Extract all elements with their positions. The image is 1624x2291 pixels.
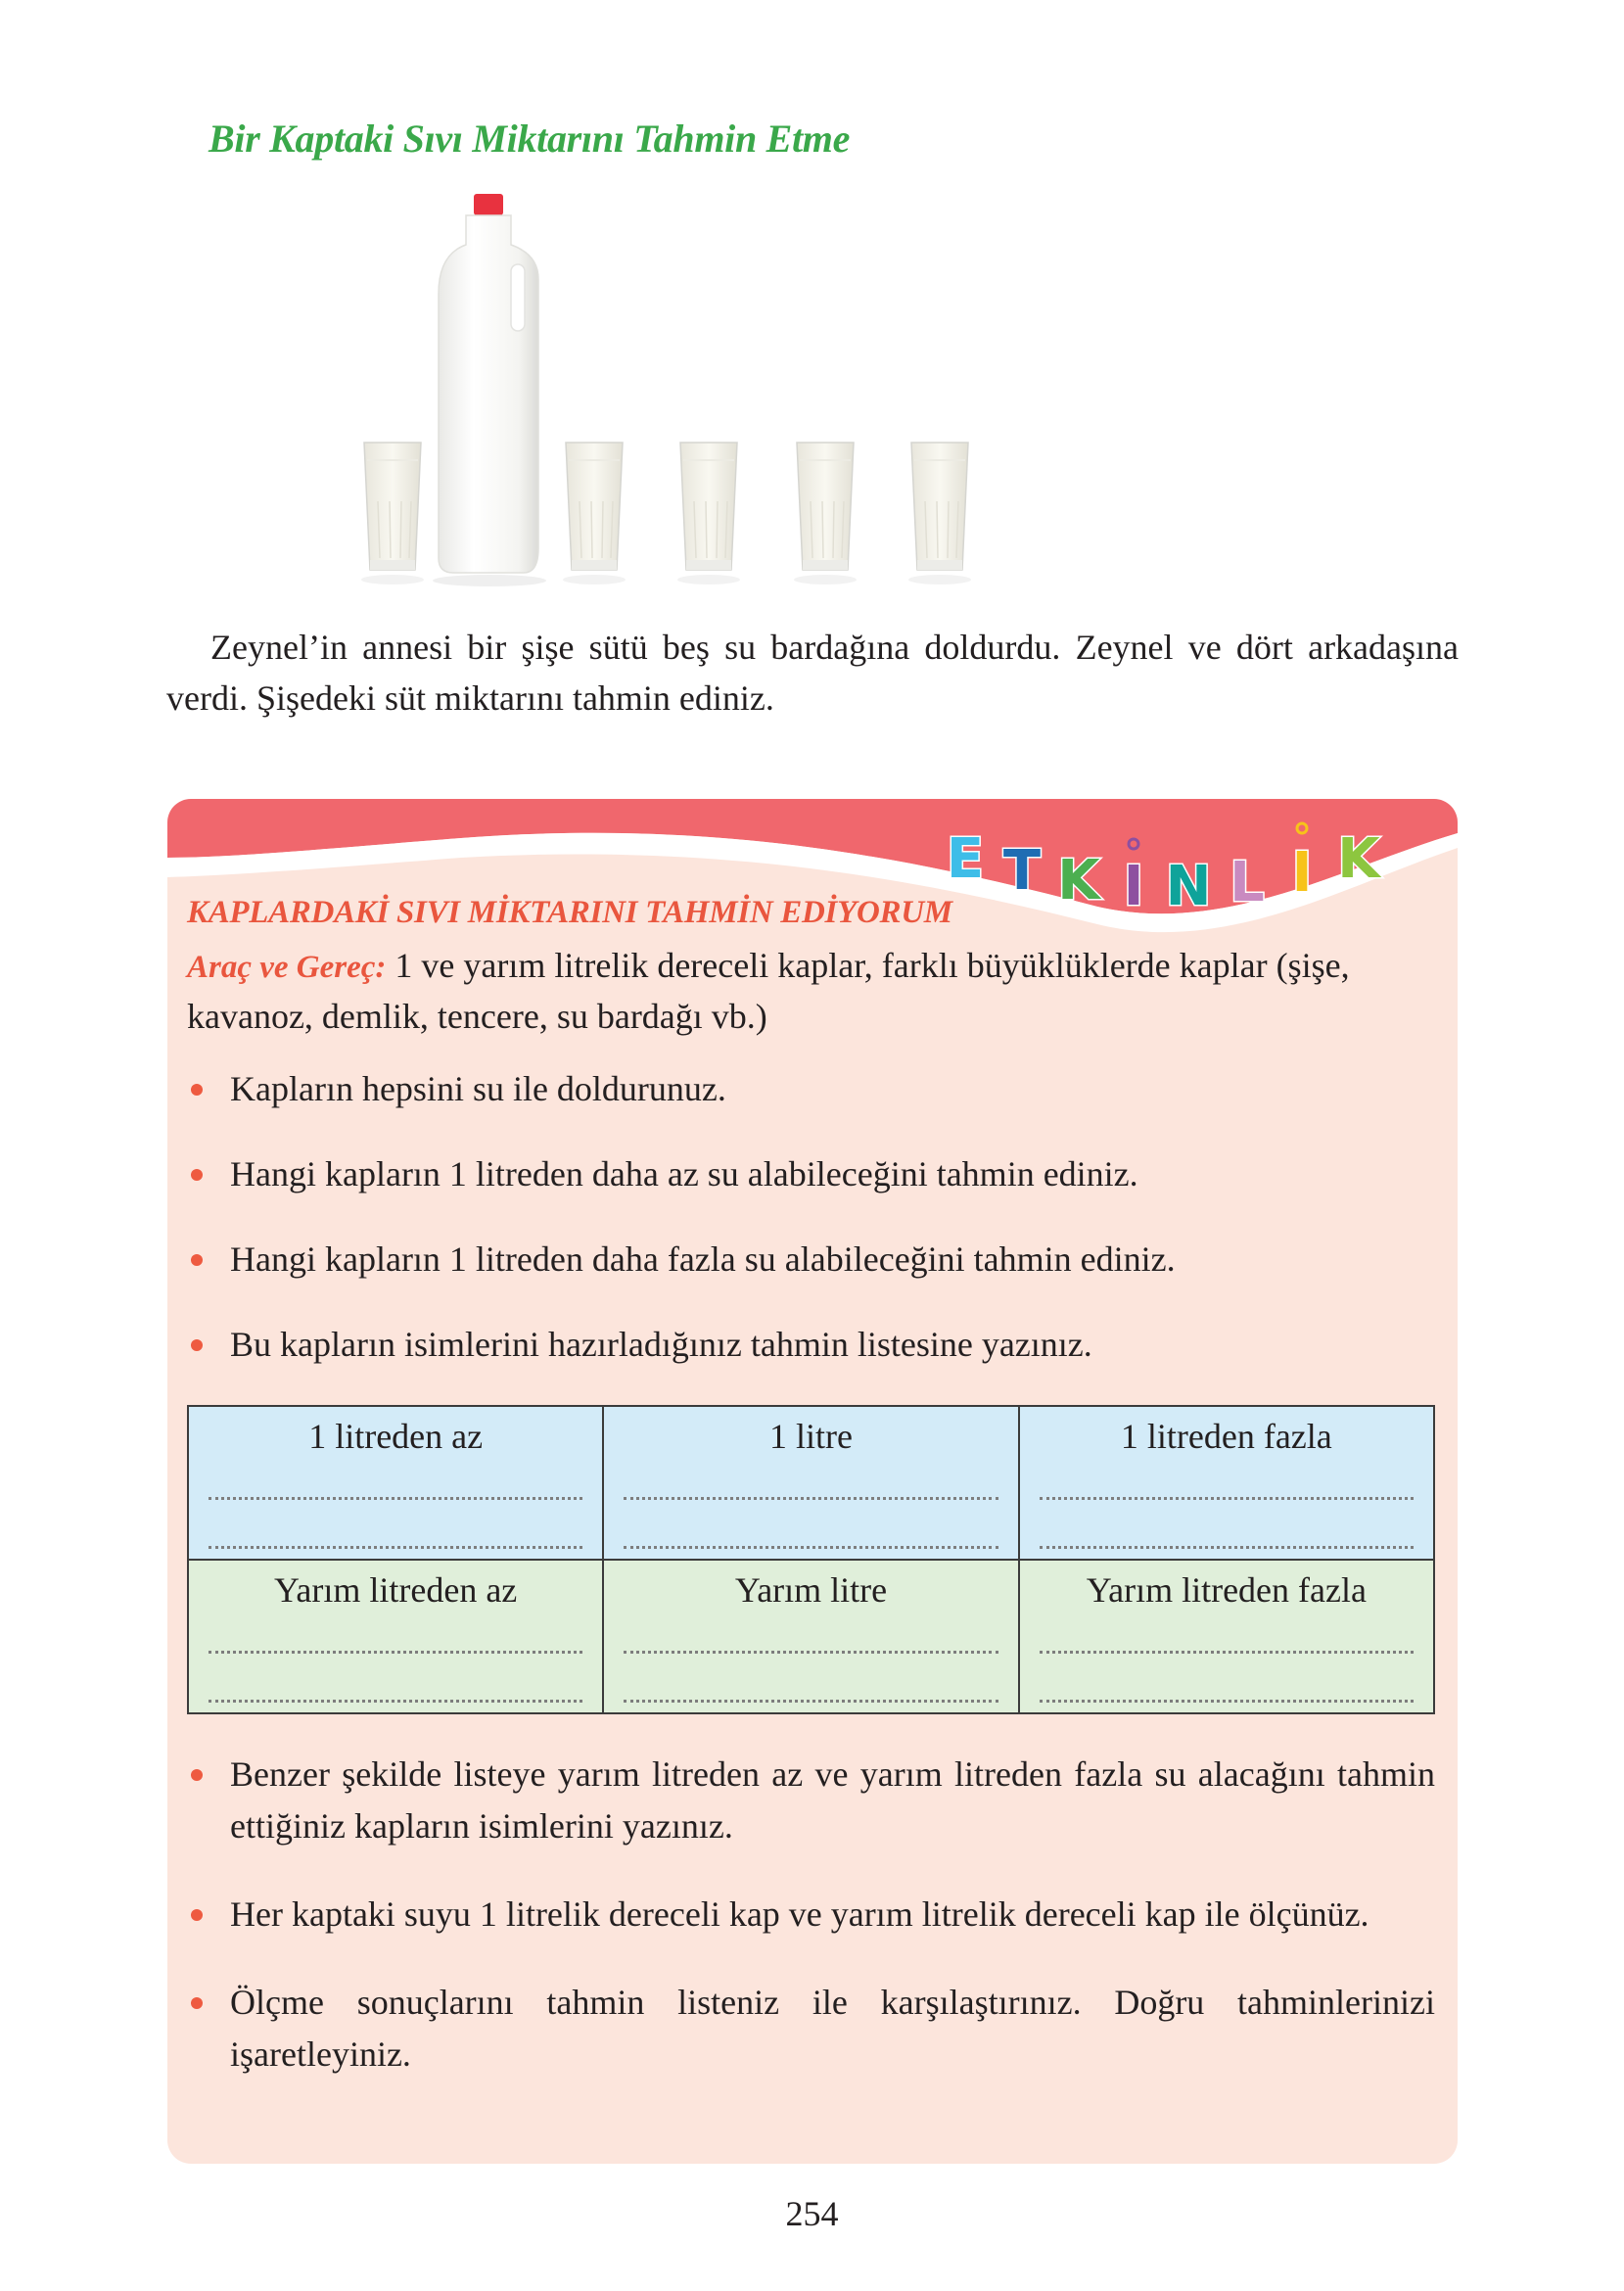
list-item: Hangi kapların 1 litreden daha fazla su alabileceğini tahmin ediniz. — [187, 1234, 1435, 1286]
svg-text:E: E — [946, 827, 985, 891]
estimate-table — [187, 1405, 1435, 1714]
blank-line[interactable] — [624, 1544, 998, 1549]
list-item: Bu kapların isimlerini hazırladığınız tahmin listesine yazınız. — [187, 1319, 1435, 1371]
materials — [187, 941, 1435, 1041]
page-number: 254 — [785, 2194, 839, 2233]
table-row — [188, 1406, 1434, 1560]
milk-glass-4 — [794, 443, 857, 584]
intro-text: Zeynel’in annesi bir şişe sütü beş su bardağına doldurdu. Zeynel ve dört arkadaşına verdi. Şişedeki süt miktarını tahmin ediniz. — [166, 628, 1459, 718]
bullet-icon — [191, 1997, 203, 2009]
svg-text:K: K — [1057, 849, 1100, 912]
blank-line[interactable] — [1040, 1698, 1414, 1703]
blank-line[interactable] — [624, 1649, 998, 1654]
table-cell[interactable]: 1 litreden az — [188, 1406, 603, 1560]
milk-jug — [433, 194, 546, 586]
table-cell[interactable]: 1 litre — [603, 1406, 1018, 1560]
blank-line[interactable] — [1040, 1495, 1414, 1500]
bullet-icon — [191, 1169, 203, 1181]
blank-line[interactable] — [209, 1698, 582, 1703]
activity-title: KAPLARDAKİ SIVI MİKTARINI TAHMİN EDİYORUM — [187, 895, 952, 930]
steps-list-2 — [187, 1749, 1435, 2117]
blank-line[interactable] — [1040, 1544, 1414, 1549]
list-item: Her kaptaki suyu 1 litrelik dereceli kap ve yarım litrelik dereceli kap ile ölçünüz. — [187, 1889, 1435, 1940]
table-cell[interactable]: Yarım litreden fazla — [1019, 1560, 1434, 1713]
materials-label: Araç ve Gereç: — [187, 950, 387, 985]
intro-paragraph — [166, 622, 1459, 724]
blank-line[interactable] — [624, 1698, 998, 1703]
blank-line[interactable] — [209, 1495, 582, 1500]
svg-text:K: K — [1337, 827, 1380, 891]
blank-line[interactable] — [624, 1495, 998, 1500]
table-cell[interactable]: Yarım litreden az — [188, 1560, 603, 1713]
svg-text:N: N — [1165, 855, 1212, 916]
svg-text:I: I — [1291, 841, 1313, 905]
svg-text:I: I — [1123, 855, 1144, 916]
bullet-icon — [191, 1769, 203, 1781]
bullet-icon — [191, 1909, 203, 1921]
milk-illustration — [352, 186, 1292, 617]
svg-text:T: T — [1002, 839, 1042, 903]
list-item: Benzer şekilde listeye yarım litreden az ve yarım litreden fazla su alacağını tahmin ettiğiniz kapların isimlerini yazınız. — [187, 1749, 1435, 1852]
bullet-icon — [191, 1254, 203, 1266]
bullet-icon — [191, 1339, 203, 1351]
activity-panel — [167, 799, 1458, 2164]
list-item: Kapların hepsini su ile doldurunuz. — [187, 1063, 1435, 1115]
list-item: Hangi kapların 1 litreden daha az su alabileceğini tahmin ediniz. — [187, 1148, 1435, 1200]
milk-glass-5 — [908, 443, 971, 584]
materials-text: 1 ve yarım litrelik dereceli kaplar, farklı büyüklüklerde kaplar (şişe, kavanoz, demlik, tencere, su bardağı vb.) — [187, 946, 1350, 1036]
bullet-icon — [191, 1084, 203, 1096]
blank-line[interactable] — [209, 1544, 582, 1549]
milk-glass-2 — [563, 443, 626, 584]
milk-glass-3 — [677, 443, 740, 584]
table-cell[interactable]: 1 litreden fazla — [1019, 1406, 1434, 1560]
list-item: Ölçme sonuçlarını tahmin listeniz ile karşılaştırınız. Doğru tahminlerinizi işaretleyiniz. — [187, 1977, 1435, 2081]
etkinlik-banner — [936, 809, 1396, 916]
section-title: Bir Kaptaki Sıvı Miktarını Tahmin Etme — [209, 117, 851, 161]
steps-list-1 — [187, 1063, 1435, 1404]
svg-text:L: L — [1230, 851, 1265, 914]
table-row — [188, 1560, 1434, 1713]
milk-glass-1 — [361, 443, 424, 584]
table-cell[interactable]: Yarım litre — [603, 1560, 1018, 1713]
blank-line[interactable] — [209, 1649, 582, 1654]
blank-line[interactable] — [1040, 1649, 1414, 1654]
